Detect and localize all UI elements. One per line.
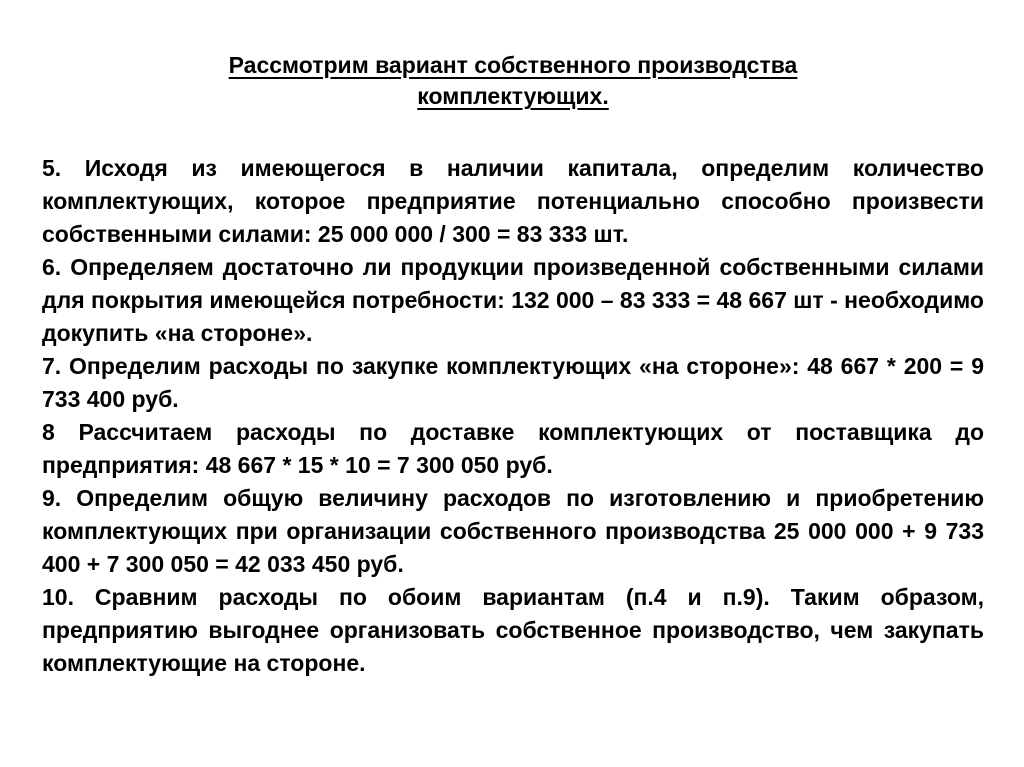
paragraph-item-5: 5. Исходя из имеющегося в наличии капитала, определим количество комплектующих, которое предприятие потенциально способно произвести собственными силами: 25 000 000 / 300 = 83 333 шт. — [42, 155, 984, 247]
paragraph-item-10: 10. Сравним расходы по обоим вариантам (п.4 и п.9). Таким образом, предприятию выгоднее организовать собственное производство, чем закупать комплектующие на стороне. — [42, 584, 984, 676]
paragraph-item-9: 9. Определим общую величину расходов по изготовлению и приобретению комплектующих при организации собственного производства 25 000 000 + 9 733 400 + 7 300 050 = 42 033 450 руб. — [42, 485, 984, 577]
slide-title: Рассмотрим вариант собственного производства комплектующих. — [228, 52, 798, 109]
slide-body — [42, 152, 984, 680]
paragraph-item-6: 6. Определяем достаточно ли продукции произведенной собственными силами для покрытия имеющейся потребности: 132 000 – 83 333 = 48 667 шт - необходимо докупить «на стороне». — [42, 254, 984, 346]
paragraph-item-7: 7. Определим расходы по закупке комплектующих «на стороне»: 48 667 * 200 = 9 733 400 руб. — [42, 353, 984, 412]
paragraph-item-8: 8 Рассчитаем расходы по доставке комплектующих от поставщика до предприятия: 48 667 * 15 * 10 = 7 300 050 руб. — [42, 419, 984, 478]
